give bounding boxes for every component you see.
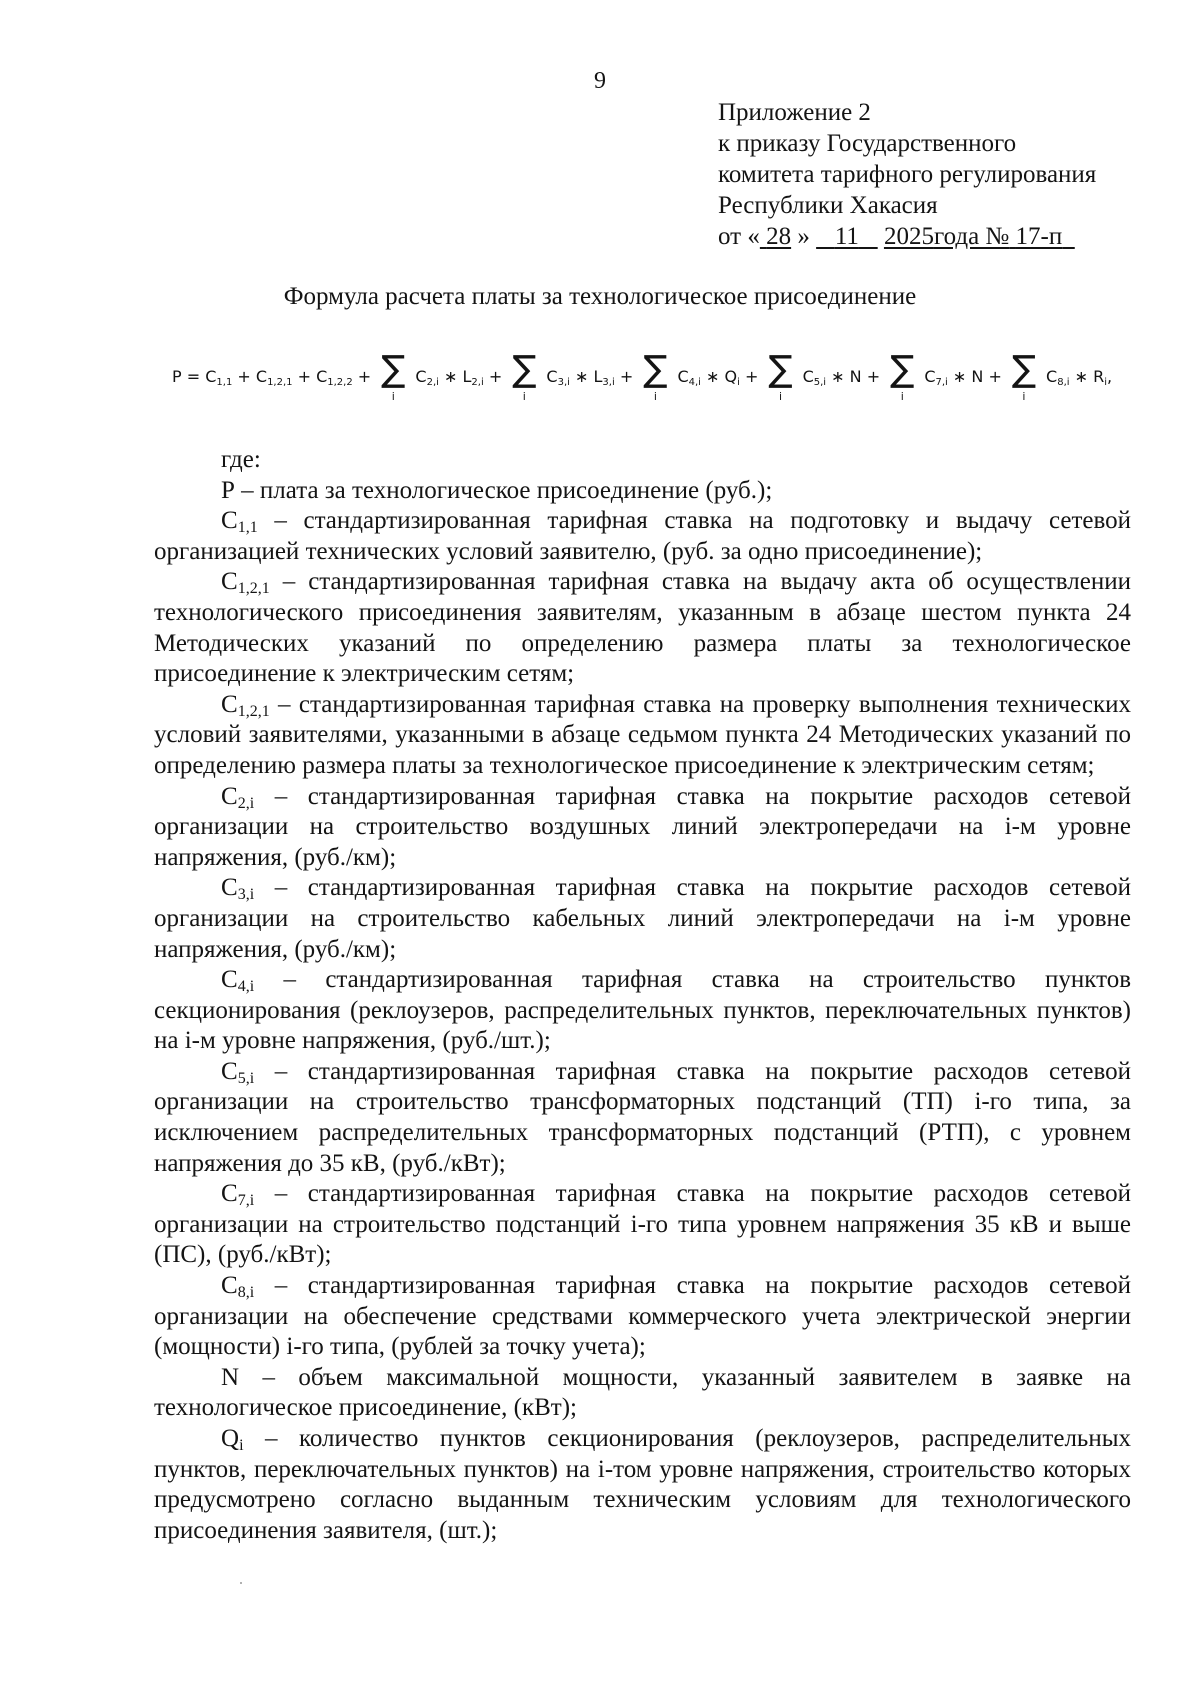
date-prefix: от «: [718, 223, 760, 250]
date-day: 28: [766, 223, 792, 250]
date-mid: »: [791, 223, 810, 250]
where-label: где:: [221, 446, 261, 473]
definition-text: – плата за технологическое присоединение (руб.);: [234, 476, 773, 504]
definition-symbol: $C_{3,i}$: [221, 874, 255, 904]
date-month: 11: [834, 223, 859, 250]
date-suffix: года №: [933, 223, 1010, 250]
definition-paragraph: [154, 1363, 1131, 1424]
date-year: 2025: [883, 223, 934, 250]
page-number: 9: [594, 68, 606, 94]
definition-paragraph: [154, 567, 1131, 689]
appendix-date-line: [718, 221, 1158, 252]
appendix-line-1: Приложение 2: [718, 99, 871, 126]
definitions-section: [154, 445, 1131, 1546]
definition-symbol: P: [221, 476, 235, 504]
scan-speck: [240, 1582, 242, 1584]
definition-paragraph: [154, 782, 1131, 874]
definition-text: – стандартизированная тарифная ставка на покрытие расходов сетевой организации на строительство трансформаторных подстанций (ТП) i-го типа, за исключением распределительных трансформаторных подстанций (РТП), с уровнем напряжения до 35 кВ, (руб./кВт);: [154, 1057, 1131, 1177]
definition-paragraph: [154, 965, 1131, 1057]
definition-text: – стандартизированная тарифная ставка на проверку выполнения технических условий заявителями, указанными в абзаце седьмом пункта 24 Методических указаний по определению размера платы за технологическое присоединение к электрическим сетям;: [154, 690, 1131, 779]
definition-text: – стандартизированная тарифная ставка на строительство пунктов секционирования (реклоузеров, распределительных пунктов, переключательных пунктов) на i-м уровне напряжения, (руб./шт.);: [154, 966, 1131, 1055]
sum-symbol: ∑ i: [1011, 349, 1037, 403]
definition-symbol: $C_{1,2,1}$: [221, 568, 270, 598]
definition-text: – стандартизированная тарифная ставка на выдачу акта об осуществлении технологического присоединения заявителям, указанным в абзаце шестом пункта 24 Методических указаний по определению размера платы за технологическое присоединение к электрическим сетям;: [154, 568, 1131, 688]
definition-paragraph: [154, 1424, 1131, 1546]
sum-symbol: ∑ i: [768, 349, 793, 403]
fee-formula: $P = C_{1,1} + C_{1,2,1} + C_{1,2,2}$ + ∑ i $C_{2,i}$ ∗ $L_{2,i}$ + ∑ i $C_{3,i}$ ∗ $L_{3,i}$ + ∑ i $C_{4,i}$ ∗ $Q_i$ + ∑ i $C_{5,i}$ ∗ N + ∑ i $C_{7,i}$ ∗ N + ∑ i $C_{8,i}$ ∗ $R_i$,: [172, 349, 1113, 403]
definition-paragraph: [154, 1179, 1131, 1271]
page-title: Формула расчета платы за технологическое присоединение: [283, 283, 917, 310]
definition-symbol: $Q_i$: [221, 1425, 244, 1454]
definition-paragraph: [154, 873, 1131, 965]
definition-paragraph: [154, 506, 1131, 567]
definition-text: – стандартизированная тарифная ставка на покрытие расходов сетевой организации на строительство воздушных линий электропередачи на i-м уровне напряжения, (руб./км);: [154, 782, 1131, 871]
definition-symbol: N: [221, 1363, 240, 1391]
order-number: 17-п: [1015, 223, 1063, 250]
appendix-line-3: комитета тарифного регулирования: [718, 161, 1097, 188]
definition-text: – стандартизированная тарифная ставка на подготовку и выдачу сетевой организацией технических условий заявителю, (руб. за одно присоединение);: [154, 507, 1131, 565]
definition-symbol: $C_{8,i}$: [221, 1272, 255, 1302]
definition-text: – объем максимальной мощности, указанный заявителем в заявке на технологическое присоединение, (кВт);: [154, 1363, 1131, 1422]
appendix-header: [718, 97, 1158, 252]
definition-paragraph: [154, 1271, 1131, 1363]
definition-symbol: $C_{4,i}$: [221, 966, 255, 996]
definition-paragraph: [154, 690, 1131, 782]
definition-paragraph: [154, 1057, 1131, 1179]
appendix-line-4: Республики Хакасия: [718, 192, 938, 219]
definition-symbol: $C_{2,i}$: [221, 782, 255, 812]
definition-symbol: $C_{1,2,1}$: [221, 690, 270, 720]
sum-symbol: ∑ i: [890, 349, 915, 403]
appendix-line-2: к приказу Государственного: [718, 130, 1017, 157]
definition-paragraph: [154, 476, 1131, 507]
sum-symbol: ∑ i: [643, 349, 668, 403]
definition-text: – стандартизированная тарифная ставка на покрытие расходов сетевой организации на строительство подстанций i-го типа уровнем напряжения 35 кВ и выше (ПС), (руб./кВт);: [154, 1180, 1131, 1269]
sum-symbol: ∑ i: [381, 349, 406, 403]
definition-symbol: $C_{1,1}$: [221, 507, 258, 537]
definition-text: – количество пунктов секционирования (реклоузеров, распределительных пунктов, переключательных пунктов) на i-том уровне напряжения, строительство которых предусмотрено согласно выданным техническим условиям для технологического присоединения заявителя, (шт.);: [154, 1425, 1131, 1544]
definition-text: – стандартизированная тарифная ставка на покрытие расходов сетевой организации на строительство кабельных линий электропередачи на i-м уровне напряжения, (руб./км);: [154, 874, 1131, 963]
definition-symbol: $C_{5,i}$: [221, 1057, 255, 1087]
sum-symbol: ∑ i: [512, 349, 537, 403]
definition-text: – стандартизированная тарифная ставка на покрытие расходов сетевой организации на обеспечение средствами коммерческого учета электрической энергии (мощности) i-го типа, (рублей за точку учета);: [154, 1272, 1131, 1361]
definition-symbol: $C_{7,i}$: [221, 1180, 255, 1210]
